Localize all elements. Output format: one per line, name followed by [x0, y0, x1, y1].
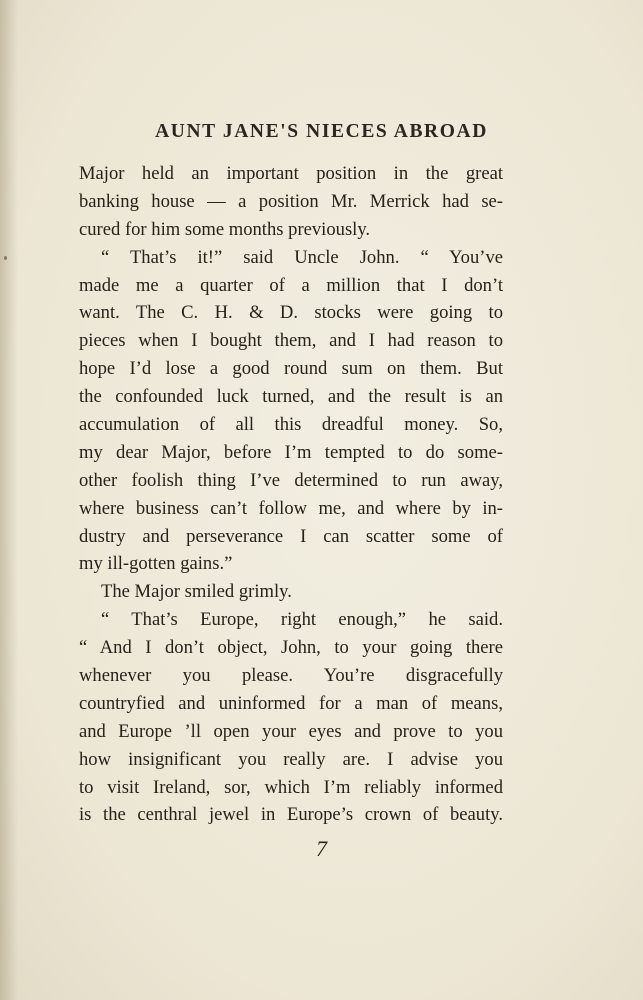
running-head: AUNT JANE'S NIECES ABROAD [155, 121, 488, 142]
text-line: dustry and perseverance I can scatter some of [79, 525, 503, 547]
text-line: The Major smiled grimly. [101, 581, 292, 603]
text-line: my ill-gotten gains.” [79, 553, 233, 575]
text-line: hope I’d lose a good round sum on them. But [79, 358, 503, 380]
text-line: the confounded luck turned, and the result is an [79, 386, 503, 408]
text-line: how insignificant you really are. I advise you [79, 748, 503, 770]
text-line: “ That’s Europe, right enough,” he said. [101, 609, 503, 631]
text-line: is the centhral jewel in Europe’s crown of beauty. [79, 804, 503, 826]
text-line: cured for him some months previously. [79, 218, 371, 240]
text-line: other foolish thing I’ve determined to run away, [79, 469, 503, 491]
body-text [79, 160, 503, 829]
text-line: my dear Major, before I’m tempted to do some- [79, 441, 503, 463]
text-line: “ And I don’t object, John, to your going there [79, 637, 503, 659]
text-line: whenever you please. You’re disgracefully [79, 665, 503, 687]
text-line: “ That’s it!” said Uncle John. “ You’ve [101, 246, 503, 268]
text-line: where business can’t follow me, and where by in- [79, 497, 503, 519]
paper-speck [4, 256, 7, 260]
text-line: and Europe ’ll open your eyes and prove to you [79, 720, 503, 742]
text-line: made me a quarter of a million that I don’t [79, 274, 503, 296]
text-line: Major held an important position in the great [79, 163, 503, 184]
text-line: countryfied and uninformed for a man of means, [79, 692, 503, 714]
text-line: want. The C. H. & D. stocks were going to [79, 302, 503, 324]
text-line: accumulation of all this dreadful money. So, [79, 414, 503, 436]
text-line: pieces when I bought them, and I had reason to [79, 330, 503, 352]
text-line: to visit Ireland, sor, which I’m reliably informed [79, 776, 503, 798]
text-line: banking house — a position Mr. Merrick had se- [79, 190, 503, 212]
page-number: 7 [316, 836, 327, 861]
